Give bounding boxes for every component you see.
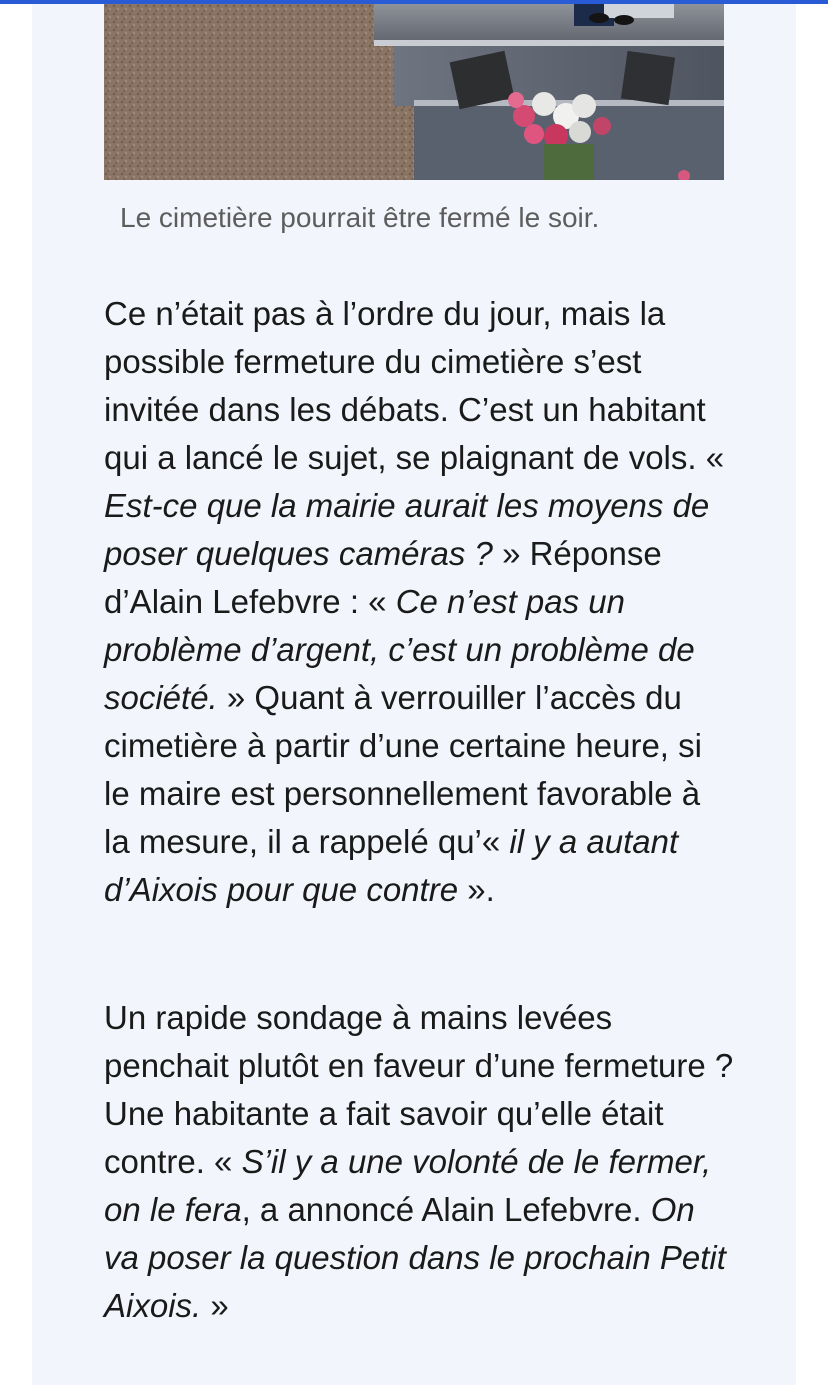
paragraph-text: » Réponse d’Alain Lefebvre : « (104, 535, 662, 620)
paragraph-text: , a annoncé Alain Lefebvre. (241, 1191, 651, 1228)
paragraph-text: ». (458, 871, 495, 908)
quote: Ce n’est pas un problème d’argent, c’est un problème de société. (104, 583, 695, 716)
paragraph-text: Ce n’était pas à l’ordre du jour, mais la possible fermeture du cimetière s’est invitée dans les débats. C’est un habitant qui a lancé le sujet, se plaignant de vols. « (104, 295, 725, 476)
quote: On va poser la question dans le prochain Petit Aixois. (104, 1191, 726, 1324)
quote: Est-ce que la mairie aurait les moyens de poser quelques caméras ? (104, 487, 710, 572)
article-photo[interactable] (104, 4, 724, 180)
quote: S’il y a une volonté de le fermer, on le fera (104, 1143, 712, 1228)
photo-caption: Le cimetière pourrait être fermé le soir. (120, 202, 600, 233)
article-body (32, 4, 796, 1385)
quote: il y a autant d’Aixois pour que contre (104, 823, 679, 908)
cemetery-photo-image (104, 4, 724, 180)
paragraph-text: » (201, 1287, 229, 1324)
paragraph-text: Un rapide sondage à mains levées penchait plutôt en faveur d’une fermeture ? Une habitante a fait savoir qu’elle était contre. « (104, 999, 734, 1180)
paragraph-text: » Quant à verrouiller l’accès du cimetière à partir d’une certaine heure, si le maire est personnellement favorable à la mesure, il a rappelé qu’« (104, 679, 702, 860)
article-paragraph-2 (104, 994, 734, 1330)
article-paragraph-1 (104, 290, 734, 914)
